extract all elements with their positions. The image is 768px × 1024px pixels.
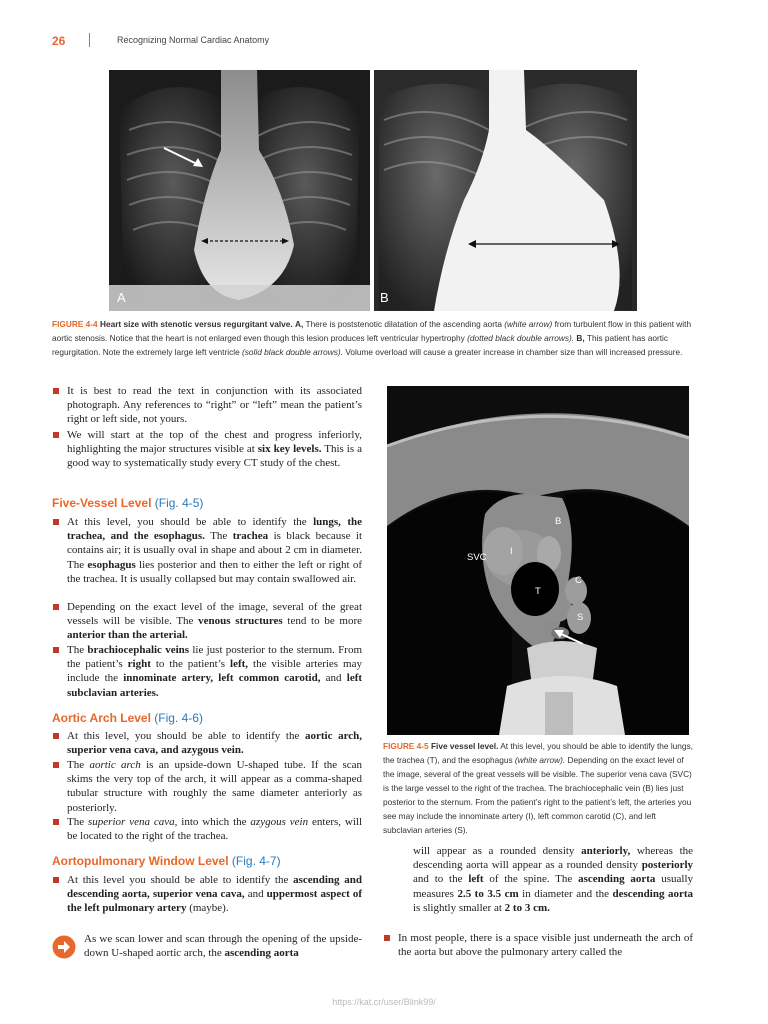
- bullet-marker: [53, 519, 59, 525]
- caption-panel-b-label: B,: [576, 333, 585, 343]
- ct-label-t: T: [535, 586, 541, 597]
- para-text: of the spine. The: [489, 873, 573, 886]
- bullet-bold: uppermost aspect of the left pulmonary artery: [67, 888, 363, 915]
- para-bold: posteriorly: [641, 859, 694, 872]
- bullet-bold: right: [127, 658, 151, 671]
- bullet-text: The: [67, 816, 85, 828]
- arrow-note-text: [84, 932, 362, 960]
- figure-4-5-ct-image: [387, 386, 689, 735]
- bullet-text: The: [67, 759, 85, 771]
- intro-bullet: [52, 384, 362, 427]
- bullet-bold: innominate artery, left common carotid,: [123, 672, 321, 685]
- bullet-marker: [53, 604, 59, 610]
- right-column-paragraph: [413, 844, 693, 915]
- heading-text: Aortic Arch Level: [52, 711, 151, 725]
- bullet-text: At this level, you should be able to identify the: [67, 516, 307, 528]
- figure-link[interactable]: (Fig. 4-5): [154, 496, 204, 510]
- para-text: whereas the descending aorta will appear as a rounded density: [413, 845, 694, 872]
- caption-italic: (white arrow).: [514, 755, 566, 765]
- bullet-text: into which the: [181, 816, 247, 828]
- section-heading-ap-window: [52, 854, 281, 868]
- bullet-text: enters, will be located to the right of the trachea.: [67, 816, 363, 843]
- para-text: usually measures: [413, 873, 694, 900]
- aortic-arch-bullet: [52, 758, 362, 815]
- figure-4-4-panel-a: [109, 70, 370, 311]
- panel-watermark: compres: [345, 294, 369, 300]
- bullet-text: The: [210, 530, 228, 543]
- bullet-text: and: [325, 672, 342, 685]
- bullet-text: The: [67, 644, 85, 656]
- bullet-bold: trachea: [232, 530, 269, 543]
- caption-panel-a-label: A,: [295, 319, 304, 329]
- bullet-italic: aortic arch: [89, 759, 141, 771]
- bullet-marker: [384, 935, 390, 941]
- note-text: As we scan lower and scan through the opening of the upside-down U-shaped aortic arch, the: [84, 933, 362, 960]
- heading-text: Five-Vessel Level: [52, 496, 152, 510]
- footer-watermark-url: https://kat.cr/user/Blink99/: [332, 997, 436, 1007]
- bullet-text: This is a good way to systematically study every CT study of the chest.: [67, 443, 362, 470]
- section-heading-aortic-arch: [52, 711, 203, 725]
- para-text: and to the: [413, 873, 463, 886]
- bullet-bold: aortic arch, superior vena cava, and azygous vein.: [67, 730, 363, 757]
- ct-label-c: C: [575, 575, 582, 586]
- bullet-text: and: [247, 888, 264, 901]
- para-bold: left: [468, 873, 484, 886]
- bullet-italic: azygous vein: [250, 816, 309, 828]
- para-text: will appear as a rounded density: [413, 845, 575, 857]
- caption-text: There is poststenotic dilatation of the ascending aorta: [305, 319, 502, 329]
- caption-italic: (solid black double arrows).: [242, 347, 344, 357]
- para-bold: descending aorta: [612, 887, 694, 900]
- panel-a-letter: A: [117, 290, 126, 305]
- ct-label-i: I: [510, 546, 513, 557]
- para-bold: ascending aorta: [578, 873, 656, 886]
- bullet-bold: venous structures: [198, 615, 283, 628]
- page-number: 26: [52, 34, 66, 48]
- arrow-note-icon: [52, 935, 76, 959]
- caption-text: This patient has aortic regurgitation. Note the extremely large left ventricle: [52, 333, 669, 357]
- bullet-text: It is best to read the text in conjunction with its associated photograph. Any references to “right” or “left” mean the patient’s right or left side, not yours.: [67, 385, 362, 426]
- caption-title: Heart size with stenotic versus regurgitant valve.: [99, 319, 293, 329]
- aortic-arch-bullet: [52, 729, 362, 757]
- figure-link[interactable]: (Fig. 4-6): [154, 711, 203, 725]
- bullet-marker: [53, 762, 59, 768]
- intro-bullet: [52, 428, 362, 471]
- five-vessel-bullet: [52, 600, 362, 643]
- section-heading-five-vessel: [52, 496, 203, 510]
- header-divider: [89, 33, 90, 47]
- para-bold: 2.5 to 3.5 cm: [457, 887, 519, 900]
- para-bold: 2 to 3 cm.: [504, 901, 550, 914]
- bullet-marker: [53, 647, 59, 653]
- bullet-text: is black because it contains air; it is usually oval in shape and about 2 cm in diameter. The: [67, 530, 362, 571]
- bullet-marker: [53, 819, 59, 825]
- bullet-text: (maybe).: [189, 902, 229, 915]
- bullet-bold: anterior than the arterial.: [67, 629, 188, 642]
- bullet-text: In most people, there is a space visible just underneath the arch of the aorta but above the pulmonary artery called the: [398, 932, 693, 959]
- ct-label-svc: SVC: [467, 552, 487, 563]
- bullet-marker: [53, 733, 59, 739]
- bullet-text: to the patient’s: [155, 658, 226, 671]
- bullet-bold: ascending and descending aorta, superior vena cava,: [67, 874, 362, 901]
- left-column: [52, 384, 362, 964]
- bullet-marker: [53, 432, 59, 438]
- para-text: is slightly smaller at: [413, 901, 502, 914]
- figure-4-4-caption: [52, 317, 697, 359]
- bullet-bold: left subclavian arteries.: [67, 672, 363, 699]
- five-vessel-bullet: [52, 643, 362, 700]
- bullet-bold: brachiocephalic veins: [87, 644, 190, 656]
- caption-text: At this level, you should be able to identify the lungs, the trachea (T), and the esophagus: [383, 741, 693, 765]
- bullet-marker: [53, 877, 59, 883]
- figure-4-5-caption: [383, 739, 693, 837]
- caption-figure-label: FIGURE 4-4: [52, 319, 98, 329]
- bullet-text: is an upside-down U-shaped tube. If the scan skims the very top of the arch, it will appear as a comma-shaped tubular structure with roughly the same diameter anteriorly as posteriorly.: [67, 759, 363, 814]
- figure-4-4-panel-b: [374, 70, 637, 311]
- bullet-bold: six key levels.: [257, 443, 322, 456]
- caption-figure-label: FIGURE 4-5: [383, 741, 429, 751]
- caption-italic: (dotted black double arrows).: [467, 333, 575, 343]
- five-vessel-bullet: [52, 515, 362, 586]
- bullet-text: At this level you should be able to identify the: [67, 874, 289, 886]
- bullet-text: At this level, you should be able to identify the: [67, 730, 300, 742]
- bullet-bold: lungs, the trachea, and the esophagus.: [67, 516, 362, 543]
- panel-b-letter: B: [380, 290, 389, 305]
- bullet-bold: esophagus: [87, 558, 136, 571]
- caption-text: Volume overload will cause a greater increase in chamber size than will increased pressure.: [345, 347, 683, 357]
- bullet-bold: left,: [230, 658, 249, 671]
- bullet-text: tend to be more: [287, 615, 363, 628]
- bullet-marker: [53, 388, 59, 394]
- bullet-text: lie just posterior to the sternum. From the patient’s: [67, 644, 363, 671]
- bullet-text: the visible arteries may include the: [67, 658, 362, 685]
- bullet-text: Depending on the exact level of the image, several of the great vessels will be visible. The: [67, 601, 362, 628]
- caption-italic: (white arrow): [504, 319, 553, 329]
- heading-text: Aortopulmonary Window Level: [52, 854, 229, 868]
- bullet-text: We will start at the top of the chest and progress inferiorly, highlighting the major structures visible at: [67, 429, 362, 456]
- caption-text: from turbulent flow in this patient with aortic stenosis. Notice that the heart is not enlarged even though this lesion produces left ventricular hypertrophy: [52, 319, 692, 343]
- ap-window-bullet: [52, 873, 362, 916]
- running-header-title: Recognizing Normal Cardiac Anatomy: [117, 35, 270, 45]
- figure-link[interactable]: (Fig. 4-7): [231, 854, 281, 868]
- note-bold: ascending aorta: [224, 947, 299, 960]
- aortic-arch-bullet: [52, 815, 362, 843]
- caption-text: Depending on the exact level of the image, several of the great vessels will be visible. The superior vena cava (SVC) is the large vessel to the right of the trachea. The brachiocephalic vein (B) lies just posterior to the sternum. From the patient’s right to the patient’s left, the arteries you see may include the innominate artery (I), left common carotid (C), and left subclavian arteries (S).: [383, 755, 692, 835]
- right-column-bullet: [383, 931, 693, 959]
- ct-label-b: B: [555, 516, 562, 527]
- para-text: in diameter and the: [522, 887, 610, 900]
- bullet-text: lies posterior and then to either the left or right of the trachea. It is usually collapsed but may contain swallowed air.: [67, 558, 363, 585]
- bullet-italic: superior vena cava,: [88, 816, 178, 828]
- para-bold: anteriorly,: [581, 845, 631, 857]
- ct-label-s: S: [577, 612, 584, 623]
- caption-title: Five vessel level.: [430, 741, 499, 751]
